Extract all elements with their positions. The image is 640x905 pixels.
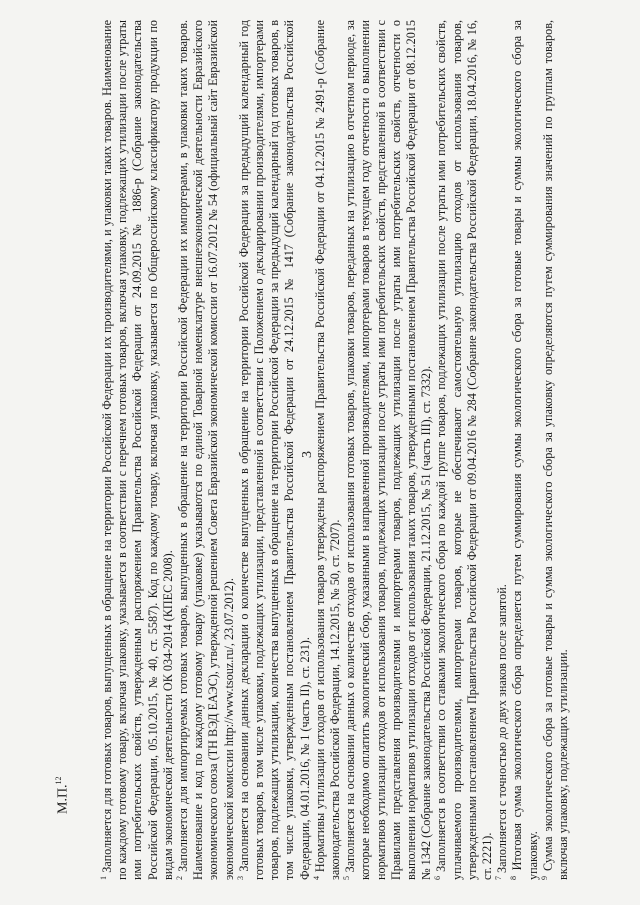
footnote-text: Заполняется в соответствии со ставками экологического сбора по каждой группе товаров, подлежащих утилизации после утраты ими потребительских свойств, уплачиваемого производителями, импортерами товаров, которые не обеспечивают самостоятельную утилизацию отходов от использования товаров, утвержденными постановлением Правительства Российской Федерации от 09.04.2016 № 284 (Собрание законодательства Российской Федерации, 18.04.2016, № 16, ст. 2221). xyxy=(434,19,495,880)
footnote xyxy=(434,20,495,880)
footnote-number: 8 xyxy=(509,876,519,880)
footnote-number: 1 xyxy=(98,876,108,880)
footnote-number: 9 xyxy=(539,876,549,880)
footnote-text: Итоговая сумма экологического сбора определяется путем суммирования суммы экологического сбора за готовые товары и суммы экологического сбора за упаковку. xyxy=(510,20,540,880)
footnote-text: Заполняется на основании данных декларации о количестве выпущенных в обращение на территории Российской Федерации за предыдущий календарный год готовых товаров, в том числе упаковки, подлежащих утилизации, представленной в соответствии с Положением о декларировании производителями, импортерами товаров, подлежащих утилизации, количества выпущенных в обращение на территории Российской Федерации за предыдущий календарный год готовых товаров, в том числе упаковки, утвержденным постановлением Правительства Российской Федерации от 24.12.2015 № 1417 (Собрание законодательства Российской Федерации, 04.01.2016, № 1 (часть II), ст. 231). xyxy=(236,20,312,880)
footnote-text: Заполняется на основании данных о количестве отходов от использования готовых товаров, упаковки товаров, переданных на утилизацию в отчетном периоде, за которые необходимо оплатить экологический сбор, указанными в направленной производителями, импортерами товаров в текущем году отчетности о выполнении нормативов утилизации отходов от использования товаров, подлежащих утилизации после утраты ими потребительских свойств, представленной в соответствии с Правилами представления производителями и импортерами товаров, подлежащих утилизации после утраты ими потребительских свойств, отчетности о выполнении нормативов утилизации отходов от использования таких товаров, утвержденными постановлением Правительства Российской Федерации от 08.12.2015 № 1342 (Собрание законодательства Российской Федерации, 21.12.2015, № 51 (часть III), ст. 7332). xyxy=(343,19,434,880)
footnote-number: 5 xyxy=(342,876,352,880)
footnotes-block xyxy=(100,20,600,880)
footnote xyxy=(237,20,313,880)
footnote xyxy=(541,20,571,880)
footnote xyxy=(343,20,434,880)
footnote-text: Нормативы утилизации отходов от использования товаров утверждены распоряжением Правительства Российской Федерации от 04.12.2015 № 2491-р (Собрание законодательства Российской Федерации, 14.12.2015, № 50, ст. 7207). xyxy=(312,20,343,880)
footnote xyxy=(176,20,237,880)
mp-label: М.П. xyxy=(55,784,71,814)
footnote-text: Заполняется для импортируемых готовых товаров, выпущенных в обращение на территории Российской Федерации их импортерами, в упаковки таких товаров. Наименование и код по каждому готовому товару (упаковке) указываются по единой Товарной номенклатуре внешнеэкономической деятельности Евразийского экономического союза (ТН ВЭД ЕАЭС), утвержденной решением Совета Евразийской экономической комиссии от 16.07.2012 № 54 (официальный сайт Евразийской экономической комиссии http://www.tsouz.ru/, 23.07.2012). xyxy=(176,20,236,880)
footnote-number: 6 xyxy=(433,876,443,880)
stamp-placeholder xyxy=(54,776,72,814)
footnote-number: 4 xyxy=(311,876,321,880)
footnote xyxy=(313,20,343,880)
footnote-number: 3 xyxy=(235,876,245,880)
footnote-text: Заполняется с точностью до двух знаков после запятой. xyxy=(495,584,510,873)
footnote xyxy=(100,20,176,880)
footnote-text: Сумма экологического сбора за готовые товары и сумма экологического сбора за упаковку определяются путем суммирования значений по группам товаров, включая упаковку, подлежащих утилизации. xyxy=(540,19,571,880)
page-number: 3 xyxy=(300,451,315,458)
mp-footnote-ref: 12 xyxy=(54,776,63,785)
footnote-text: Заполняется для готовых товаров, выпущенных в обращение на территории Российской Федерации их производителями, и упаковки таких товаров. Наименование по каждому готовому товару, включая упаковку, указывается в соответствии с перечнем готовых товаров, включая упаковку, подлежащих утилизации после утраты ими потребительских свойств, утвержденным распоряжением Правительства Российской Федерации от 24.09.2015 № 1886-р (Собрание законодательства Российской Федерации, 05.10.2015, № 40, ст. 5587). Код по каждому товару, включая упаковку, указывается по Общероссийскому классификатору продукции по видам экономической деятельности ОК 034-2014 (КПЕС 2008). xyxy=(100,20,175,880)
footnote xyxy=(495,20,510,880)
footnote xyxy=(510,20,540,880)
footnote-number: 7 xyxy=(494,876,504,880)
footnote-number: 2 xyxy=(174,876,184,880)
